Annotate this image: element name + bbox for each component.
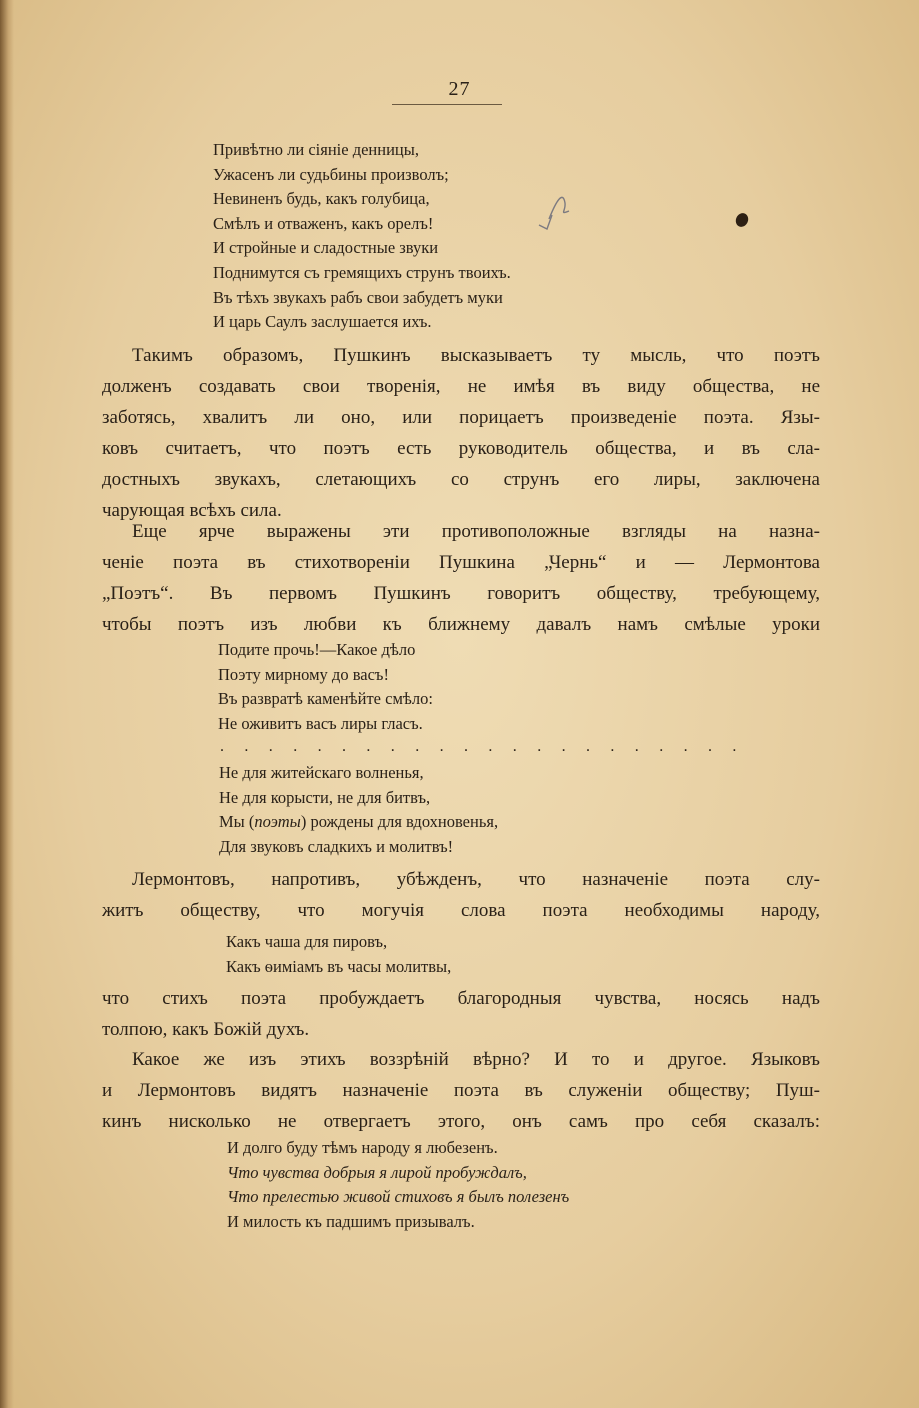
verse-block-3 — [219, 761, 498, 859]
text-line: чарующая всѣхъ сила. — [102, 500, 282, 521]
paragraph-3 — [102, 864, 820, 926]
text-line: долженъ создавать свои творенія, не имѣя въ виду общества, не — [102, 376, 820, 397]
page-number: 27 — [448, 78, 471, 100]
verse-line: Не для корысти, не для битвъ, — [219, 787, 431, 807]
verse-block-1 — [213, 138, 511, 335]
verse-line: Для звуковъ сладкихъ и молитвъ! — [219, 836, 454, 856]
text-line: житъ обществу, что могучія слова поэта необходимы народу, — [102, 900, 820, 921]
page-number-rule — [392, 104, 502, 105]
text-line: заботясь, хвалитъ ли оно, или порицаетъ произведеніе поэта. Язы- — [102, 407, 820, 428]
verse-line: И царь Саулъ заслушается ихъ. — [213, 312, 432, 332]
verse-text: Мы ( — [219, 812, 255, 832]
text-line: что стихъ поэта пробуждаетъ благородныя чувства, носясь надъ — [102, 988, 820, 1009]
pencil-mark-icon — [535, 185, 580, 235]
verse-block-4 — [226, 930, 451, 979]
text-line: Еще ярче выражены эти противоположные взгляды на назна- — [132, 521, 820, 542]
paragraph-1 — [102, 340, 820, 526]
omission-dots: . . . . . . . . . . . . . . . . . . . . . . — [220, 738, 745, 755]
verse-line: Невиненъ будь, какъ голубица, — [213, 189, 430, 209]
verse-line: Какъ чаша для пировъ, — [226, 932, 388, 951]
verse-line: Подите прочь!—Какое дѣло — [218, 640, 416, 659]
verse-line: Какъ ѳиміамъ въ часы молитвы, — [226, 956, 452, 976]
text-line: Такимъ образомъ, Пушкинъ высказываетъ ту мысль, что поэтъ — [132, 345, 820, 366]
verse-text: ) рождены для вдохновенья, — [300, 812, 499, 832]
verse-line: Не оживитъ васъ лиры гласъ. — [218, 713, 423, 733]
verse-line-italic: Что прелестью живой стиховъ я былъ полезенъ — [227, 1187, 570, 1207]
paragraph-2 — [102, 516, 820, 640]
paragraph-4 — [102, 983, 820, 1045]
verse-italic-text: поэты — [254, 812, 301, 832]
verse-line: Не для житейскаго волненья, — [219, 763, 424, 782]
verse-line: И стройные и сладостные звуки — [213, 238, 439, 258]
verse-line-italic: Что чувства добрыя я лирой пробуждалъ, — [227, 1162, 527, 1182]
text-line: ковъ считаетъ, что поэтъ есть руководитель общества, и въ сла- — [102, 438, 820, 459]
ink-blot — [734, 211, 751, 229]
verse-block-5 — [227, 1136, 569, 1234]
text-line: и Лермонтовъ видятъ назначеніе поэта въ служеніи обществу; Пуш- — [102, 1080, 820, 1101]
verse-line: Въ развратѣ каменѣйте смѣло: — [218, 689, 433, 709]
verse-block-2 — [218, 638, 433, 736]
text-line: „Поэтъ“. Въ первомъ Пушкинъ говоритъ обществу, требующему, — [102, 583, 820, 604]
verse-line: Поэту мирному до васъ! — [218, 664, 389, 684]
text-line: толпою, какъ Божій духъ. — [102, 1019, 310, 1040]
page-binding-shadow — [0, 0, 14, 1408]
text-line: ченіе поэта въ стихотвореніи Пушкина „Чернь“ и — Лермонтова — [102, 552, 820, 573]
text-line: достныхъ звукахъ, слетающихъ со струнъ его лиры, заключена — [102, 469, 820, 490]
verse-line: Смѣлъ и отваженъ, какъ орелъ! — [213, 213, 434, 233]
verse-line — [219, 810, 498, 835]
text-line: чтобы поэтъ изъ любви къ ближнему давалъ намъ смѣлые уроки — [102, 614, 820, 635]
text-line: кинъ нисколько не отвергаетъ этого, онъ самъ про себя сказалъ: — [102, 1111, 820, 1132]
verse-line: Поднимутся съ гремящихъ струнъ твоихъ. — [213, 262, 511, 282]
text-line: Какое же изъ этихъ воззрѣній вѣрно? И то и другое. Языковъ — [132, 1049, 820, 1070]
verse-line: И долго буду тѣмъ народу я любезенъ. — [227, 1138, 498, 1157]
verse-line: Ужасенъ ли судьбины произволъ; — [213, 164, 449, 184]
verse-line: Въ тѣхъ звукахъ рабъ свои забудетъ муки — [213, 287, 503, 307]
paragraph-5 — [102, 1044, 820, 1137]
text-line: Лермонтовъ, напротивъ, убѣжденъ, что назначеніе поэта слу- — [132, 869, 820, 890]
verse-line: И милость къ падшимъ призывалъ. — [227, 1211, 475, 1231]
verse-line: Привѣтно ли сіяніе денницы, — [213, 140, 419, 159]
